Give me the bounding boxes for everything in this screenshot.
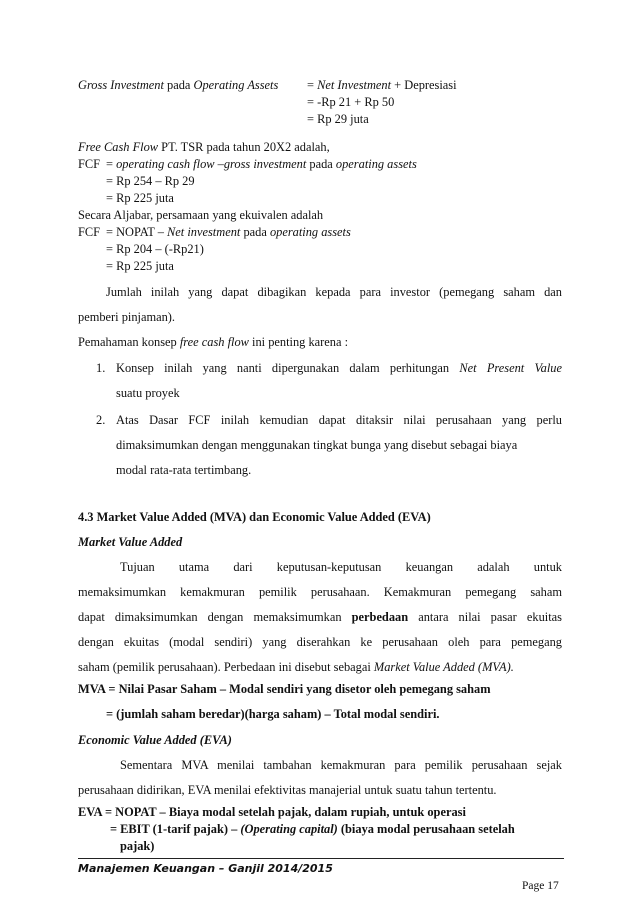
eva-para-line1: Sementara MVA menilai tambahan kemakmuran para pemilik perusahaan sejak bbox=[120, 758, 562, 772]
para1-line2: pemberi pinjaman). bbox=[78, 310, 176, 324]
list-item-1-number: 1. bbox=[96, 361, 106, 375]
mva-para-line3: dapat dimaksimumkan dengan memaksimumkan perbedaan antara nilai pasar ekuitas bbox=[78, 610, 562, 624]
section-heading: 4.3 Market Value Added (MVA) dan Economic Value Added (EVA) bbox=[78, 510, 431, 524]
fcf-label-1: FCF bbox=[78, 157, 101, 171]
eva-formula-line3: pajak) bbox=[120, 839, 155, 853]
page-number: Page 17 bbox=[522, 880, 559, 892]
list-item-2-line2: dimaksimumkan dengan menggunakan tingkat bunga yang disebut sebagai biaya bbox=[116, 438, 518, 452]
mva-para-line5: saham (pemilik perusahaan). Perbedaan ini disebut sebagai Market Value Added (MVA). bbox=[78, 660, 514, 674]
gross-eq-line1: = Net Investment + Depresiasi bbox=[307, 78, 457, 92]
fcf-eq-line3: = Rp 225 juta bbox=[106, 191, 174, 205]
mva-formula-line1: MVA = Nilai Pasar Saham – Modal sendiri yang disetor oleh pemegang saham bbox=[78, 682, 491, 696]
concept-line: Pemahaman konsep free cash flow ini penting karena : bbox=[78, 335, 349, 349]
fcf-eq-line5: = Rp 204 – (-Rp21) bbox=[106, 242, 204, 256]
fcf-eq-line1: = operating cash flow –gross investment pada operating assets bbox=[106, 157, 417, 171]
list-item-2-line3: modal rata-rata tertimbang. bbox=[116, 463, 252, 477]
mva-para-line2: memaksimumkan kemakmuran pemilik perusahaan. Kemakmuran pemegang saham bbox=[78, 585, 562, 599]
fcf-eq-line6: = Rp 225 juta bbox=[106, 259, 174, 273]
fcf-label-2: FCF bbox=[78, 225, 101, 239]
gross-eq-line2: = -Rp 21 + Rp 50 bbox=[307, 95, 395, 109]
gross-investment-label: Gross Investment pada Operating Assets bbox=[78, 78, 279, 92]
fcf-intro: Free Cash Flow PT. TSR pada tahun 20X2 adalah, bbox=[78, 140, 330, 154]
mva-para-line1: Tujuan utama dari keputusan-keputusan keuangan adalah untuk bbox=[120, 560, 562, 574]
mva-formula-line2: = (jumlah saham beredar)(harga saham) – Total modal sendiri. bbox=[106, 707, 440, 721]
eva-para-line2: perusahaan didirikan, EVA menilai efektivitas manajerial untuk suatu tahun tertentu. bbox=[78, 783, 497, 797]
footer-divider bbox=[78, 858, 564, 859]
fcf-alt-intro: Secara Aljabar, persamaan yang ekuivalen adalah bbox=[78, 208, 324, 222]
list-item-2-number: 2. bbox=[96, 413, 106, 427]
eva-formula-line1: EVA = NOPAT – Biaya modal setelah pajak, dalam rupiah, untuk operasi bbox=[78, 805, 466, 819]
mva-subheading: Market Value Added bbox=[78, 535, 183, 549]
fcf-eq-line2: = Rp 254 – Rp 29 bbox=[106, 174, 195, 188]
footer-title: Manajemen Keuangan – Ganjil 2014/2015 bbox=[78, 862, 333, 875]
eva-subheading: Economic Value Added (EVA) bbox=[78, 733, 232, 747]
eva-formula-line2: = EBIT (1-tarif pajak) – (Operating capital) (biaya modal perusahaan setelah bbox=[110, 822, 515, 836]
list-item-1-line2: suatu proyek bbox=[116, 386, 180, 400]
gross-eq-line3: = Rp 29 juta bbox=[307, 112, 369, 126]
para1-line1: Jumlah inilah yang dapat dibagikan kepada para investor (pemegang saham dan bbox=[106, 285, 562, 299]
list-item-2-line1: Atas Dasar FCF inilah kemudian dapat ditaksir nilai perusahaan yang perlu bbox=[116, 413, 562, 427]
list-item-1-line1: Konsep inilah yang nanti dipergunakan dalam perhitungan Net Present Value bbox=[116, 361, 562, 375]
mva-para-line4: dengan ekuitas (modal sendiri) yang diserahkan ke perusahaan oleh para pemegang bbox=[78, 635, 562, 649]
fcf-eq-line4: = NOPAT – Net investment pada operating assets bbox=[106, 225, 351, 239]
